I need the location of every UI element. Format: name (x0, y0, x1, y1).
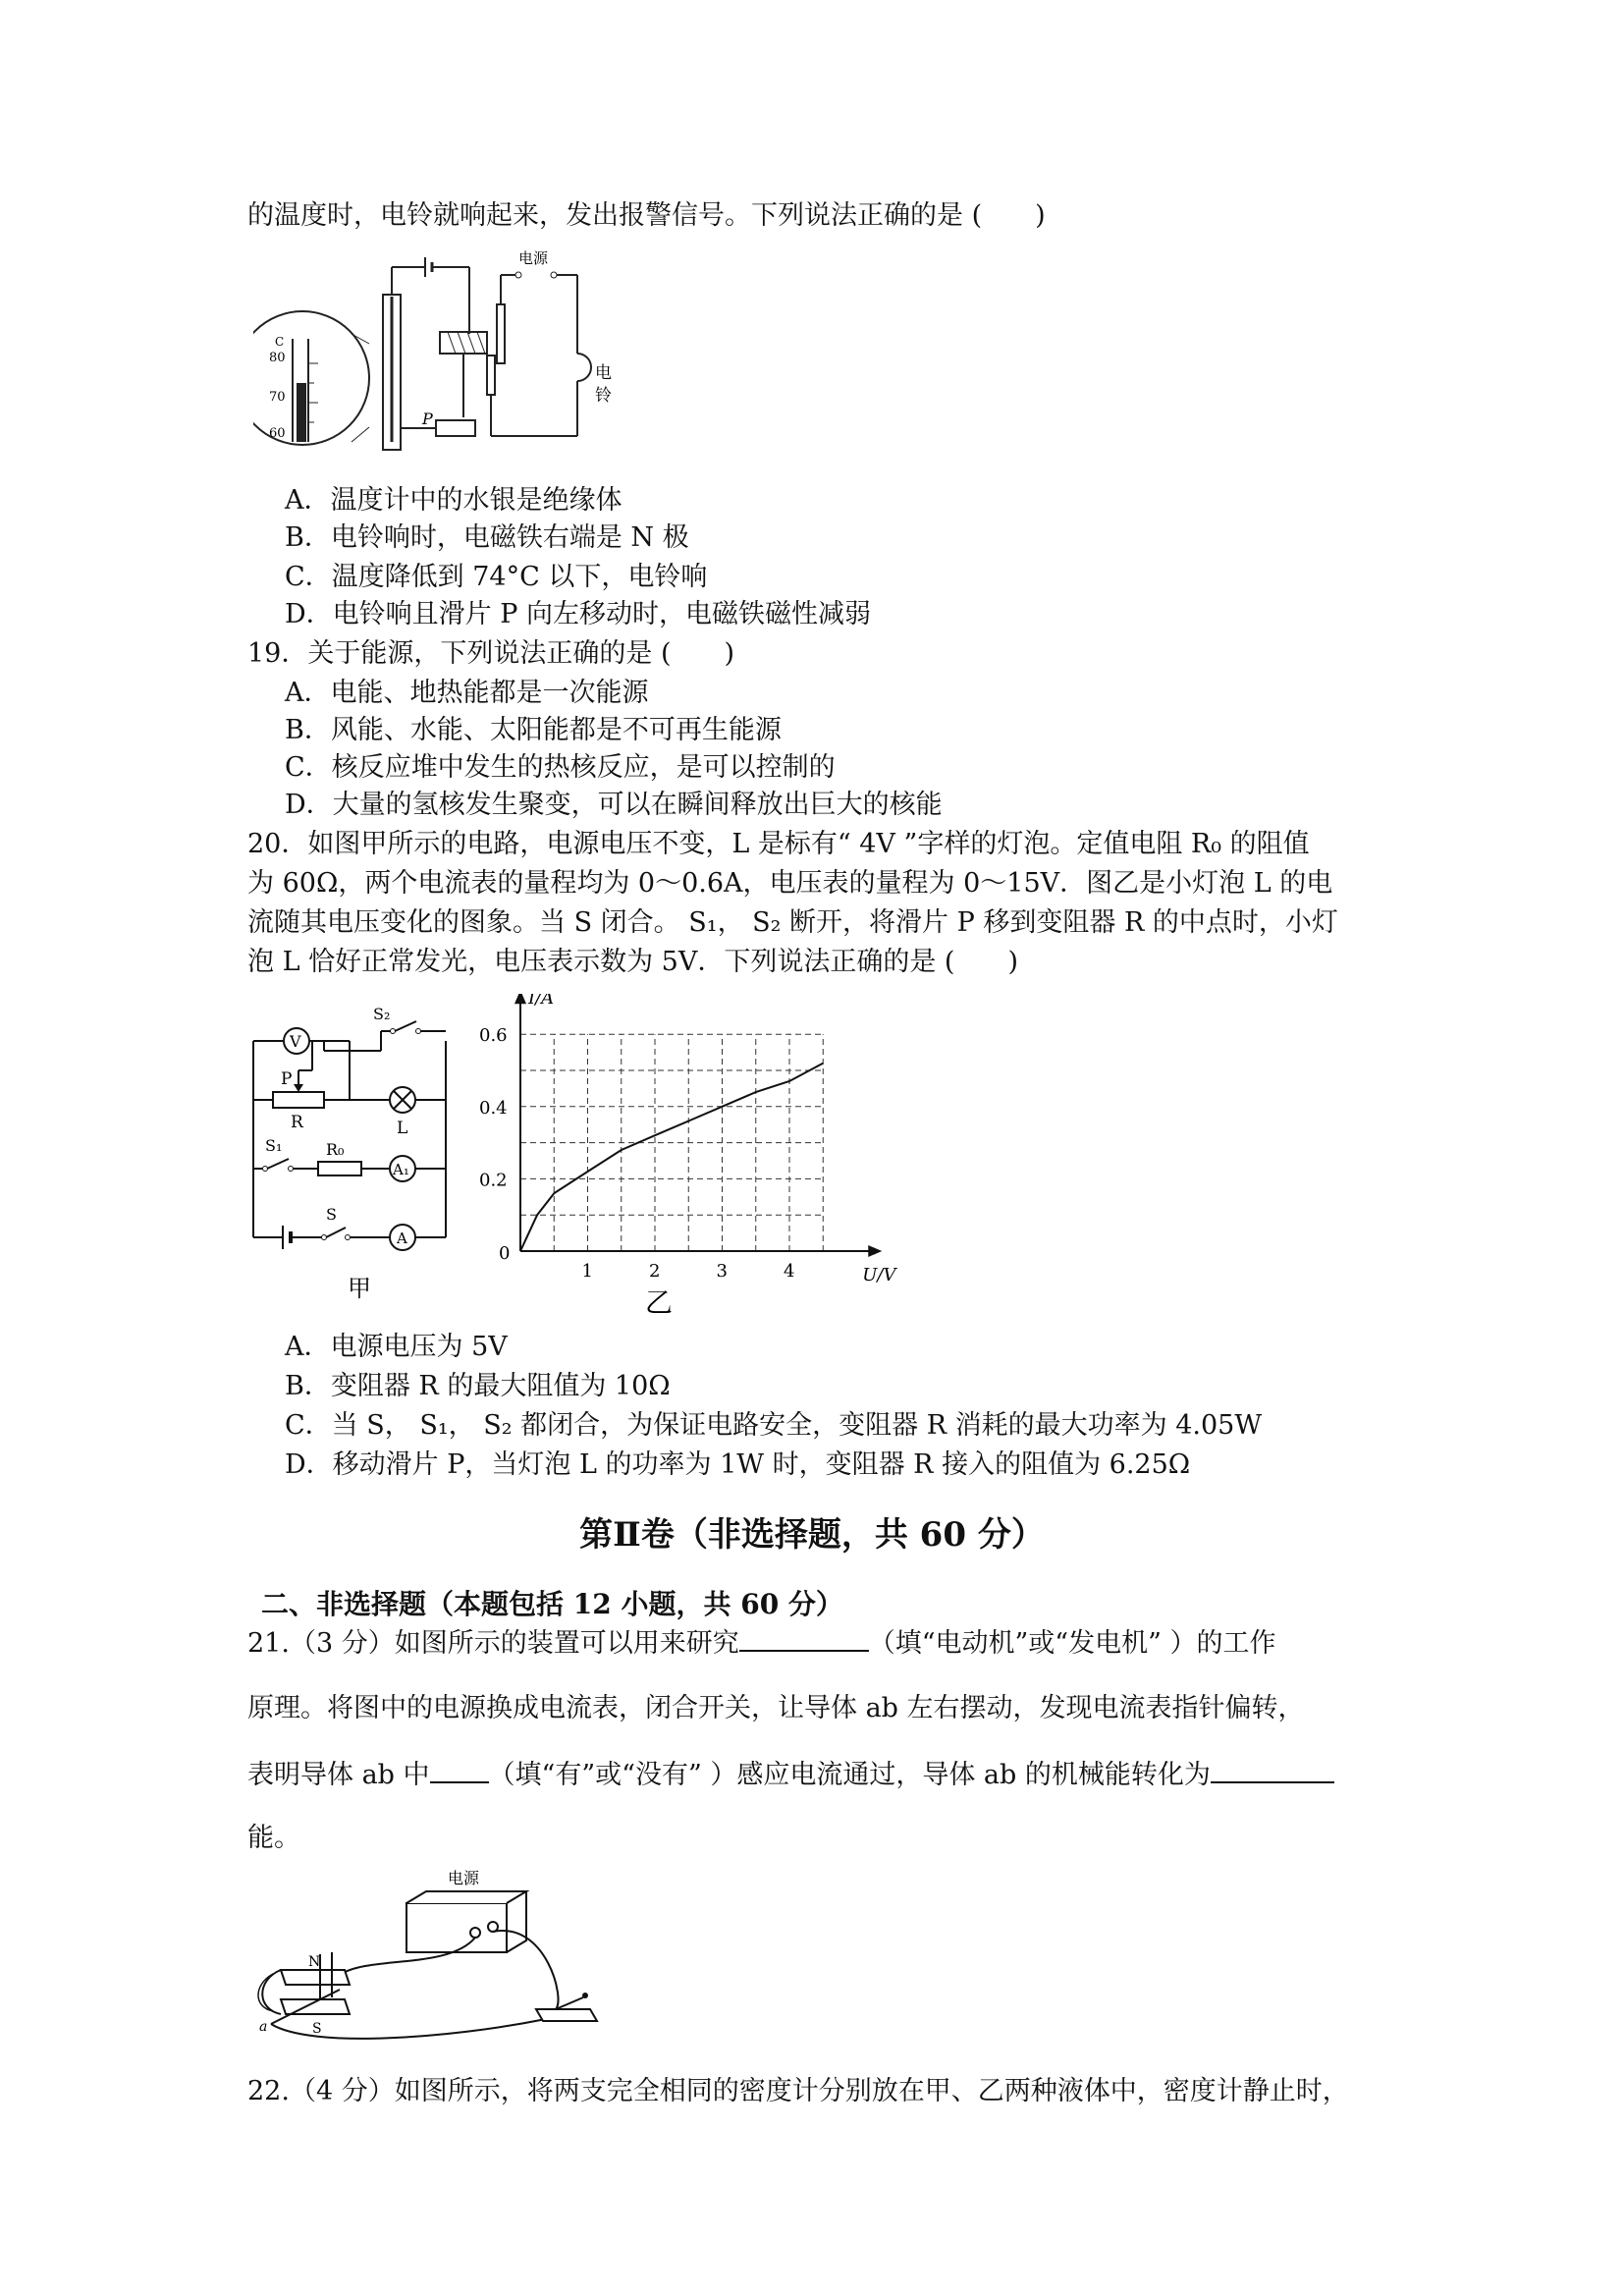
q20-option-b: B．变阻器 R 的最大阻值为 10Ω (285, 1371, 671, 1401)
x-tick-label: 2 (649, 1261, 661, 1282)
svg-text:S₁: S₁ (265, 1136, 283, 1155)
circuit-caption: 甲 (348, 1275, 371, 1302)
switch-lever (556, 1997, 583, 2009)
resistor-r0 (318, 1162, 361, 1175)
q19-option-a: A．电能、地热能都是一次能源 (285, 678, 649, 708)
svg-text:A₁: A₁ (393, 1161, 409, 1178)
q20-graph-figure (471, 994, 903, 1318)
q21-line-3-a: 表明导体 ab 中 (247, 1760, 430, 1790)
q21-line-4: 能。 (247, 1823, 300, 1853)
q18-option-a: A．温度计中的水银是绝缘体 (285, 485, 623, 516)
q20-option-a: A．电源电压为 5V (285, 1332, 508, 1362)
q21-generator-apparatus-diagram (251, 1862, 664, 2049)
q18-alarm-circuit-diagram (253, 246, 666, 471)
q19-option-d: D．大量的氢核发生聚变，可以在瞬间释放出巨大的核能 (285, 790, 943, 820)
section2-title: 第Ⅱ卷（非选择题，共 60 分） (579, 1515, 1045, 1555)
q20-stem-line-3: 流随其电压变化的图象。当 S 闭合。 S₁， S₂ 断开，将滑片 P 移到变阻器 R 的中点时，小灯 (247, 907, 1338, 938)
y-axis-arrow (514, 994, 526, 1004)
thermometer-magnifier-circle (253, 311, 369, 445)
q19-stem: 19．关于能源，下列说法正确的是 ( ) (247, 638, 735, 669)
q21-line-1 (247, 1622, 1276, 1664)
svg-text:L: L (397, 1119, 408, 1138)
q22-line-1: 22.（4 分）如图所示，将两支完全相同的密度计分别放在甲、乙两种液体中，密度计静止时， (247, 2076, 1349, 2106)
origin-label: 0 (499, 1243, 511, 1264)
q21-line-3 (247, 1754, 1334, 1795)
svg-text:60: 60 (269, 426, 286, 441)
svg-text:70: 70 (269, 390, 286, 405)
q18-stem-tail: 的温度时，电铃就响起来，发出报警信号。下列说法正确的是 ( ) (247, 200, 1046, 231)
y-axis-label: I/A (528, 994, 555, 1010)
mercury-column (297, 383, 306, 442)
svg-text:80: 80 (269, 351, 286, 365)
q21-figure (251, 1862, 664, 2049)
q21-blank-2[interactable] (430, 1754, 489, 1783)
svg-text:P: P (422, 410, 433, 428)
svg-text:P: P (281, 1069, 293, 1089)
x-tick-label: 1 (581, 1261, 593, 1282)
q21-line-3-b: （填“有”或“没有” ）感应电流通过，导体 ab 的机械能转化为 (488, 1760, 1211, 1790)
svg-text:R: R (291, 1113, 303, 1132)
bell-symbol (577, 354, 591, 381)
q20-circuit-figure (244, 1002, 460, 1306)
x-tick-label: 3 (716, 1261, 728, 1282)
q20-stem-line-2: 为 60Ω，两个电流表的量程均为 0～0.6A，电压表的量程为 0～15V．图乙是小灯泡 L 的电 (247, 868, 1333, 899)
q19-option-b: B．风能、水能、太阳能都是不可再生能源 (285, 715, 782, 745)
q18-option-c: C．温度降低到 74°C 以下，电铃响 (285, 562, 708, 592)
x-axis-label: U/V (862, 1265, 896, 1285)
svg-text:S: S (326, 1205, 337, 1224)
q19-option-c: C．核反应堆中发生的热核反应，是可以控制的 (285, 752, 836, 783)
svg-text:电: 电 (595, 363, 612, 383)
svg-text:V: V (290, 1032, 301, 1051)
q20-option-d: D．移动滑片 P，当灯泡 L 的功率为 1W 时，变阻器 R 接入的阻值为 6.25Ω (285, 1449, 1191, 1480)
y-tick-label: 0.2 (479, 1170, 508, 1191)
q18-figure (253, 246, 666, 471)
magnet-top (281, 1970, 350, 1985)
armature (497, 304, 505, 363)
q21-blank-1[interactable] (739, 1622, 869, 1652)
svg-text:S: S (312, 2021, 322, 2037)
i-u-chart (471, 994, 903, 1318)
series-line (520, 1064, 823, 1251)
switch-base (536, 2009, 597, 2021)
svg-text:C: C (275, 335, 285, 349)
svg-text:电源: 电源 (518, 249, 549, 267)
svg-text:电源: 电源 (448, 1869, 480, 1887)
switch-s (326, 1228, 346, 1237)
q18-option-b: B．电铃响时，电磁铁右端是 N 极 (285, 522, 689, 553)
q20-stem-line-1: 20．如图甲所示的电路，电源电压不变，L 是标有“ 4V ”字样的灯泡。定值电阻 R₀ 的阻值 (247, 829, 1310, 859)
q20-stem-line-4: 泡 L 恰好正常发光，电压表示数为 5V．下列说法正确的是 ( ) (247, 947, 1019, 977)
electromagnet-coil (440, 332, 487, 354)
chart-grid (520, 1034, 823, 1251)
svg-text:A: A (397, 1229, 407, 1247)
svg-text:R₀: R₀ (326, 1140, 345, 1159)
section2-subtitle: 二、非选择题（本题包括 12 小题，共 60 分） (261, 1588, 843, 1620)
svg-text:S₂: S₂ (373, 1005, 391, 1023)
q21-line-1-b: （填“电动机”或“发电机” ）的工作 (868, 1628, 1276, 1659)
graph-caption: 乙 (645, 1286, 674, 1318)
q18-option-d: D．电铃响且滑片 P 向左移动时，电磁铁磁性减弱 (285, 599, 871, 629)
y-tick-label: 0.4 (479, 1097, 508, 1119)
q21-line-1-a: 21.（3 分）如图所示的装置可以用来研究 (247, 1628, 739, 1659)
svg-text:N: N (308, 1954, 321, 1970)
y-tick-label: 0.6 (479, 1025, 508, 1047)
q21-line-2: 原理。将图中的电源换成电流表，闭合开关，让导体 ab 左右摆动，发现电流表指针偏转， (247, 1693, 1305, 1723)
q20-option-c: C．当 S， S₁， S₂ 都闭合，为保证电路安全，变阻器 R 消耗的最大功率为 4.05W (285, 1410, 1263, 1441)
x-tick-label: 4 (784, 1261, 795, 1282)
switch-s2 (395, 1021, 416, 1031)
svg-text:a: a (259, 2019, 268, 2035)
rheostat-r (273, 1092, 324, 1108)
slider-resistor (436, 420, 475, 436)
x-axis-arrow (868, 1245, 882, 1257)
q20-circuit-diagram (244, 1002, 460, 1306)
switch-s1 (267, 1159, 289, 1169)
svg-text:铃: 铃 (595, 386, 612, 406)
q21-blank-3[interactable] (1211, 1754, 1334, 1783)
